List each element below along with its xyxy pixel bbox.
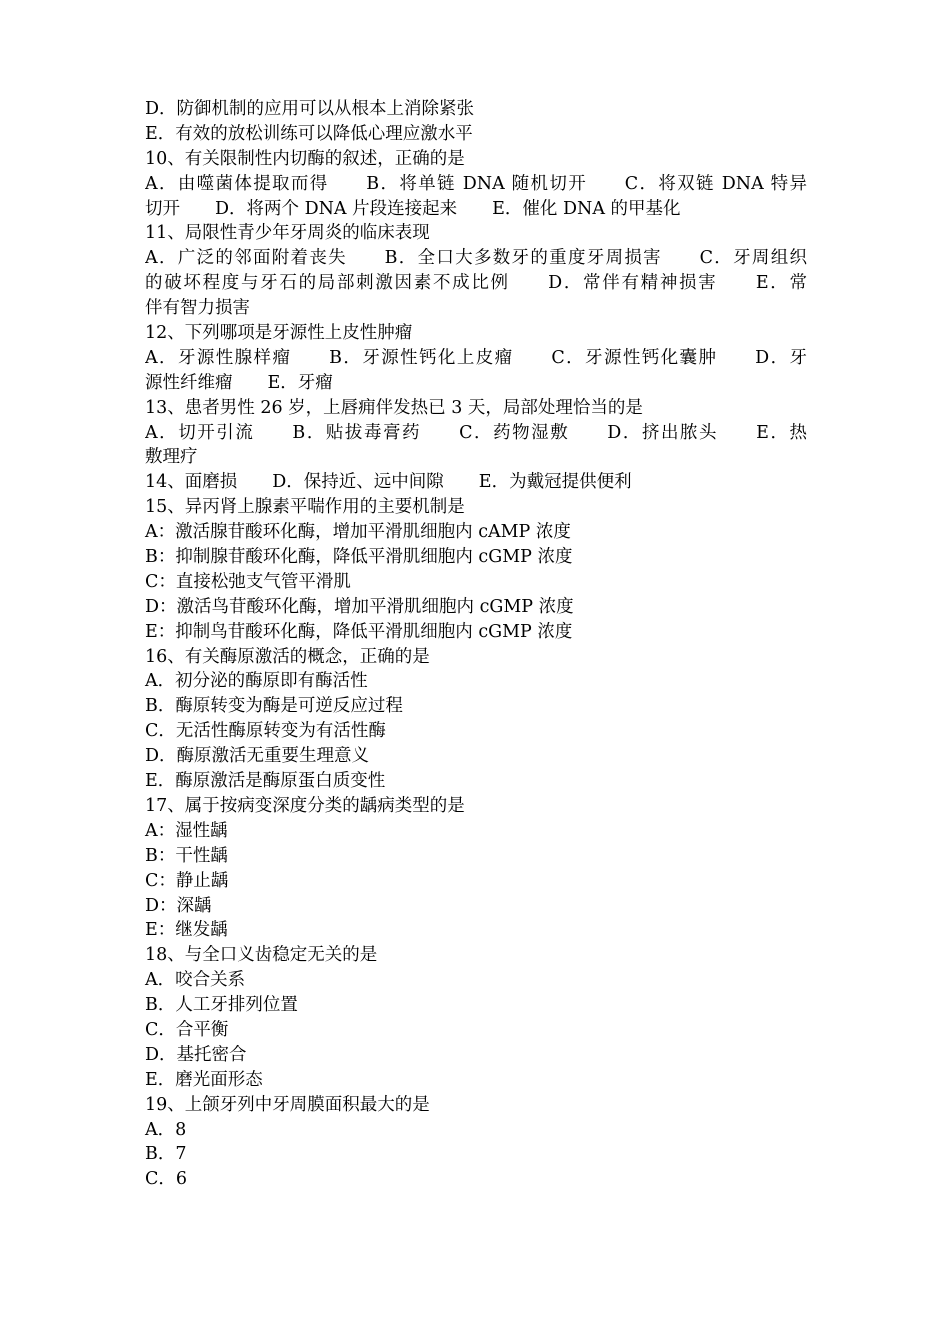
text-line: C：静止龋: [145, 870, 229, 891]
text-line: D：深龋: [145, 895, 212, 916]
text-line: B：干性龋: [145, 845, 228, 866]
text-line: C．合平衡: [145, 1019, 229, 1040]
text-line: A．初分泌的酶原即有酶活性: [145, 671, 368, 692]
text-line: E：抑制鸟苷酸环化酶，降低平滑肌细胞内 cGMP 浓度: [145, 621, 573, 642]
text-line: D：激活鸟苷酸环化酶，增加平滑肌细胞内 cGMP 浓度: [145, 596, 574, 617]
text-line: A．咬合关系: [145, 970, 246, 991]
text-line: A．切开引流 B．贴拔毒膏药 C．药物湿敷 D．挤出脓头 E．热: [145, 422, 807, 443]
text-line: 13、患者男性 26 岁，上唇痈伴发热已 3 天，局部处理恰当的是: [145, 397, 643, 418]
text-line: A．由噬菌体提取而得 B．将单链 DNA 随机切开 C．将双链 DNA 特异: [145, 173, 807, 194]
text-line: E．酶原激活是酶原蛋白质变性: [145, 771, 386, 792]
text-line: 15、异丙肾上腺素平喘作用的主要机制是: [145, 497, 465, 518]
text-line: 16、有关酶原激活的概念，正确的是: [145, 646, 430, 667]
text-line: 11、局限性青少年牙周炎的临床表现: [145, 223, 430, 244]
text-line: B．人工牙排列位置: [145, 995, 298, 1016]
text-line: B：抑制腺苷酸环化酶，降低平滑肌细胞内 cGMP 浓度: [145, 547, 573, 568]
text-line: C．无活性酶原转变为有活性酶: [145, 721, 386, 742]
text-line: E：继发龋: [145, 920, 228, 941]
text-line: 17、属于按病变深度分类的龋病类型的是: [145, 795, 465, 816]
text-line: D．基托密合: [145, 1044, 247, 1065]
text-line: A：湿性龋: [145, 820, 228, 841]
text-line: B．酶原转变为酶是可逆反应过程: [145, 696, 403, 717]
text-line: D．防御机制的应用可以从根本上消除紧张: [145, 99, 475, 119]
text-line: 伴有智力损害: [145, 298, 250, 319]
text-line: 源性纤维瘤 E．牙瘤: [145, 372, 333, 393]
text-line: E．磨光面形态: [145, 1069, 263, 1090]
document-body: [145, 97, 807, 1192]
text-line: 的破坏程度与牙石的局部刺激因素不成比例 D．常伴有精神损害 E．常: [145, 273, 807, 294]
text-line: 12、下列哪项是牙源性上皮性肿瘤: [145, 323, 413, 344]
text-line: E．有效的放松训练可以降低心理应激水平: [145, 123, 473, 144]
text-line: D．酶原激活无重要生理意义: [145, 746, 370, 767]
text-line: 14、面磨损 D．保持近、远中间隙 E．为戴冠提供便利: [145, 472, 632, 493]
text-line: C：直接松弛支气管平滑肌: [145, 571, 351, 592]
text-line: 19、上颌牙列中牙周膜面积最大的是: [145, 1094, 430, 1115]
text-line: 敷理疗: [145, 447, 198, 468]
text-line: A．广泛的邻面附着丧失 B．全口大多数牙的重度牙周损害 C．牙周组织: [145, 248, 807, 269]
text-line: 10、有关限制性内切酶的叙述，正确的是: [145, 148, 465, 169]
text-line: A．8: [145, 1119, 187, 1140]
text-line: 18、与全口义齿稳定无关的是: [145, 945, 378, 966]
text-line: C．6: [145, 1169, 188, 1190]
text-line: 切开 D．将两个 DNA 片段连接起来 E．催化 DNA 的甲基化: [145, 198, 681, 219]
text-line: A：激活腺苷酸环化酶，增加平滑肌细胞内 cAMP 浓度: [145, 522, 571, 543]
text-line: B．7: [145, 1144, 187, 1165]
text-line: A．牙源性腺样瘤 B．牙源性钙化上皮瘤 C．牙源性钙化囊肿 D．牙: [145, 347, 807, 368]
